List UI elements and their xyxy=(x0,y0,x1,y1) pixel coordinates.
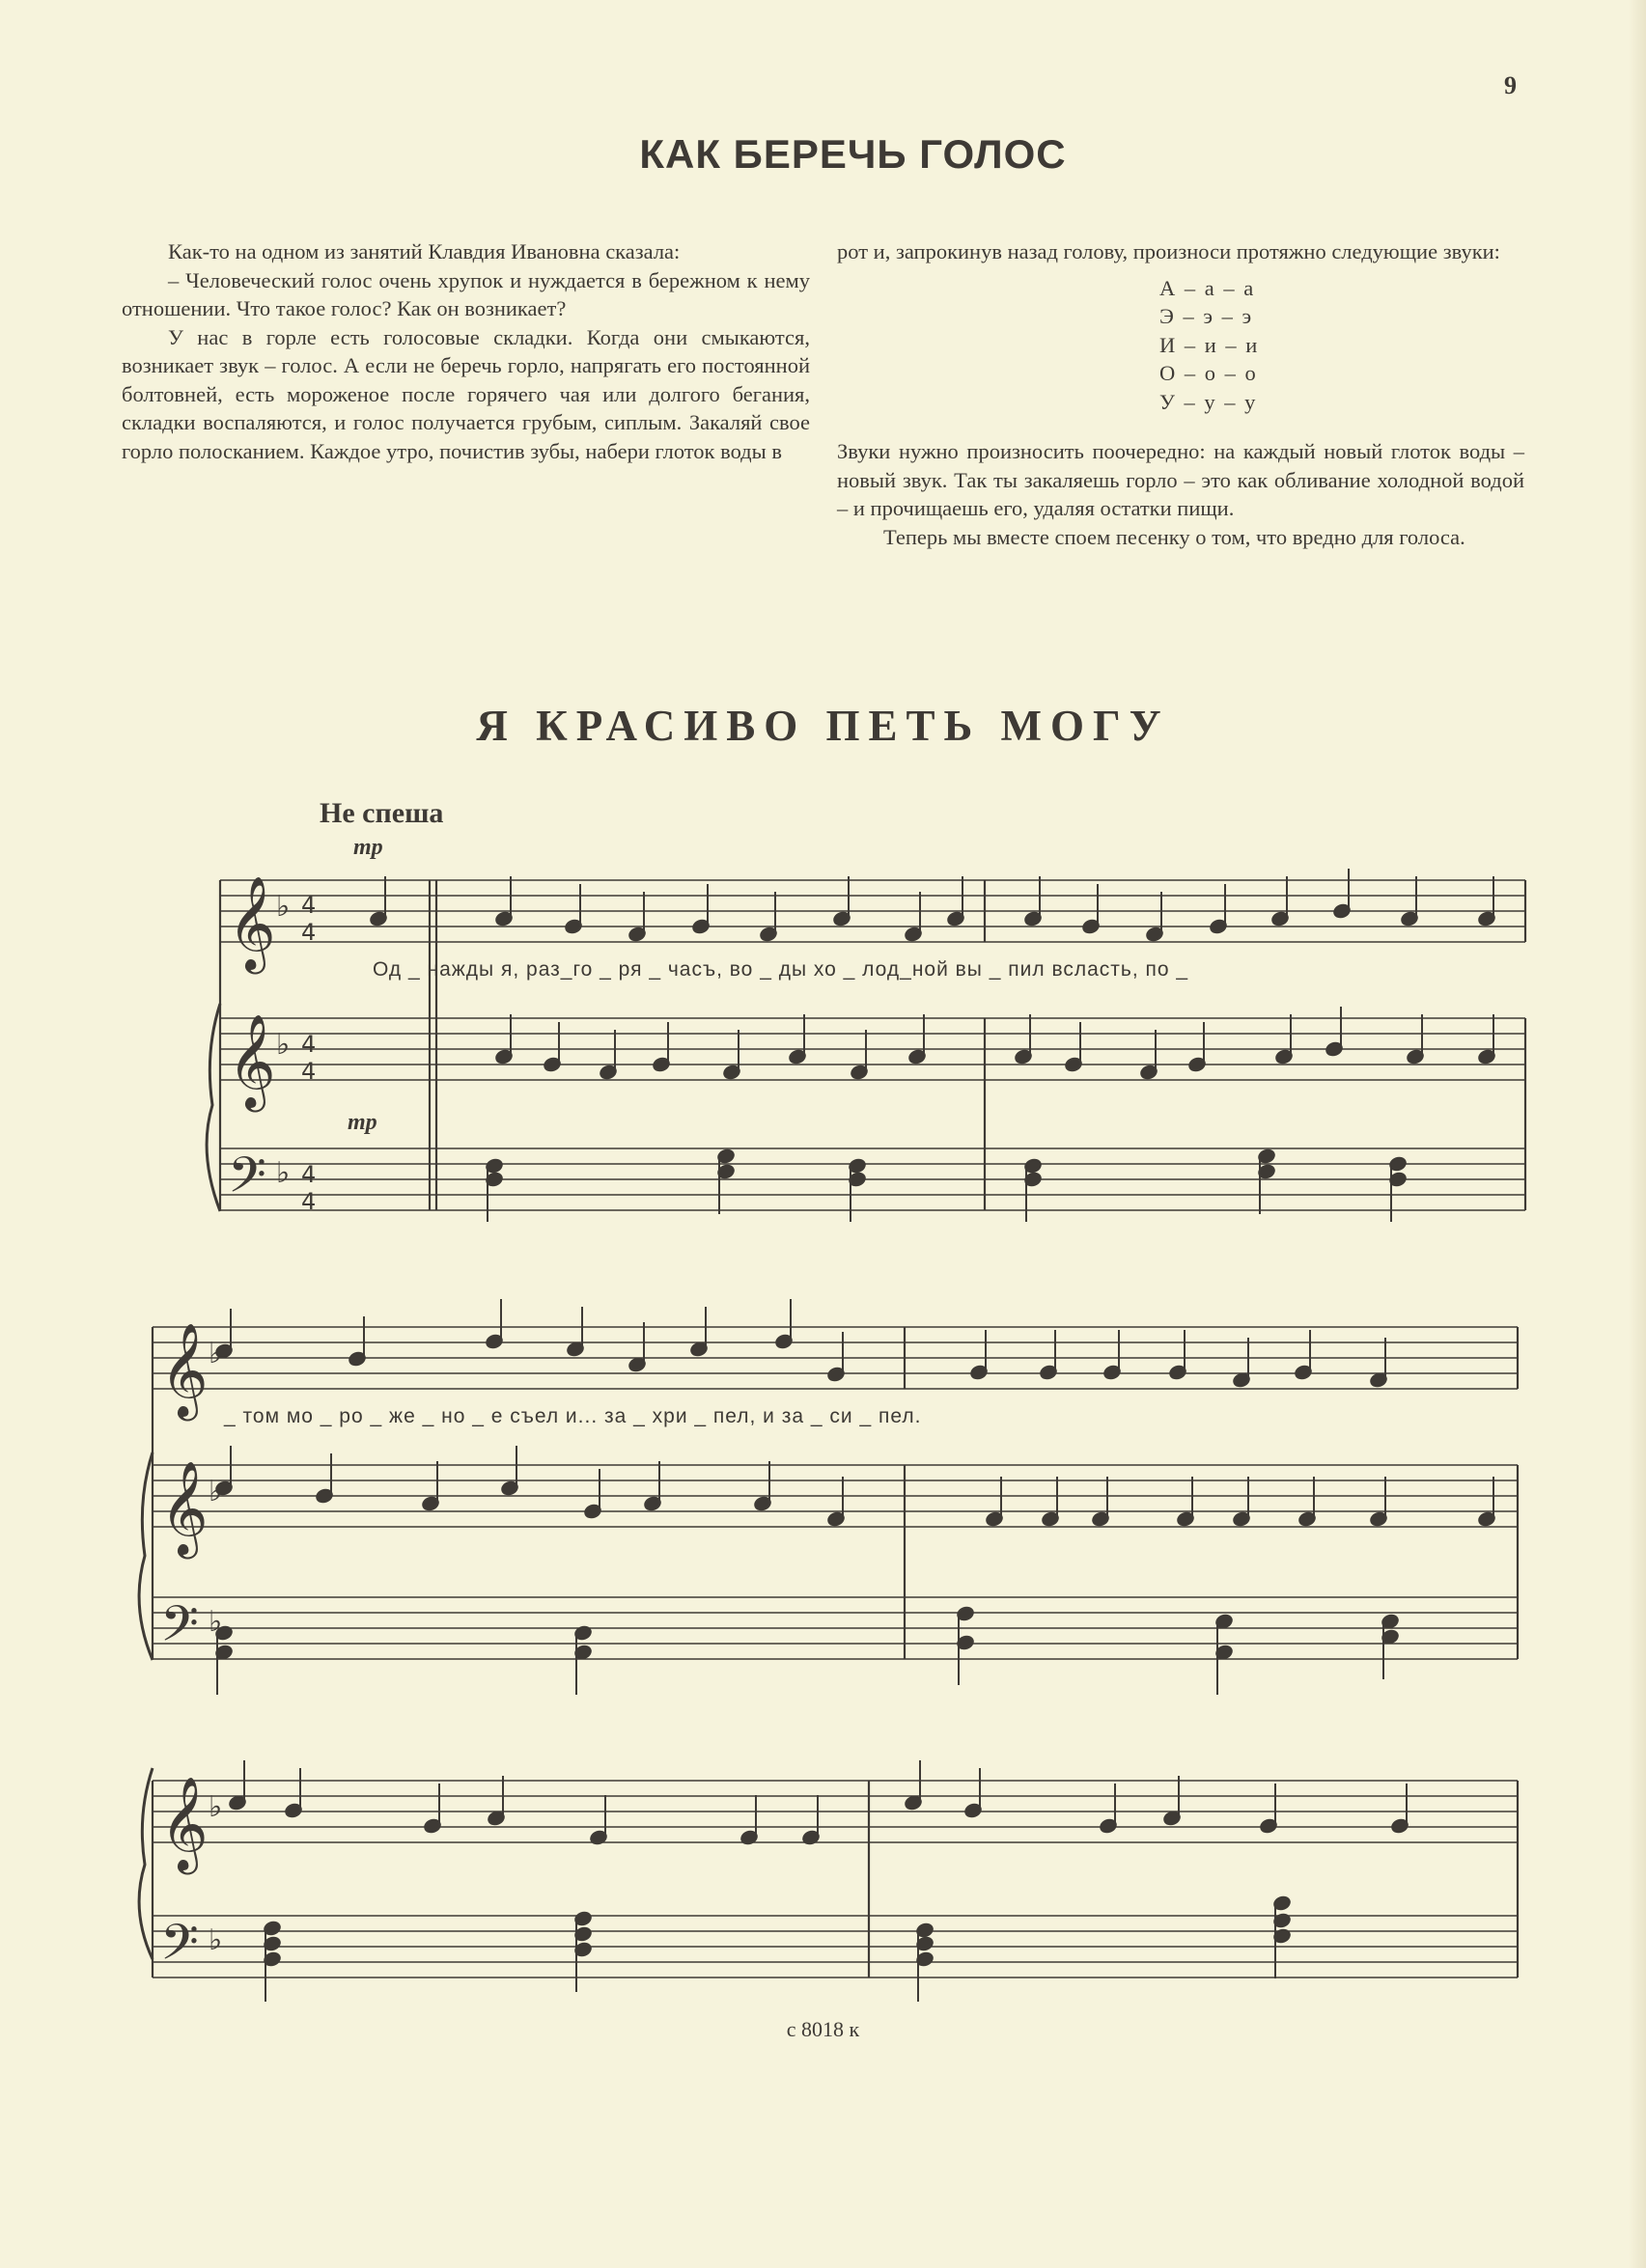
flat-key-signature-icon: ♭ xyxy=(276,890,291,924)
treble-clef-icon: 𝄞 xyxy=(228,875,276,970)
staff-lines-voice-1 xyxy=(220,880,1525,942)
flat-key-signature-icon: ♭ xyxy=(209,1337,223,1370)
dynamic-mp-piano: mp xyxy=(348,1110,377,1135)
flat-key-signature-icon: ♭ xyxy=(209,1790,223,1824)
brace xyxy=(139,1452,153,1660)
notes xyxy=(214,869,1495,2002)
time-signature-numerator: 4 xyxy=(301,1161,317,1188)
staff-lines-piano-bass-2 xyxy=(153,1597,1518,1659)
vowel-line: И – и – и xyxy=(1159,332,1260,357)
time-signature-denominator: 4 xyxy=(301,1188,317,1215)
bass-clef-icon: 𝄢 xyxy=(228,1146,266,1216)
vowel-line: О – о – о xyxy=(1159,361,1258,385)
paragraph: Звуки нужно произносить поочередно: на каждый новый глоток воды – новый звук. Так ты закаляешь горло – это как обливание холодной водой – и прочищаешь его, удаляя остатки пищи. xyxy=(837,439,1524,520)
vowel-line: Э – э – э xyxy=(1159,304,1254,328)
barlines xyxy=(153,880,1525,1978)
flat-key-signature-icon: ♭ xyxy=(276,1156,291,1190)
paragraph: Как-то на одном из занятий Клавдия Ивановна сказала: xyxy=(168,239,681,263)
treble-clef-icon: 𝄞 xyxy=(228,1013,276,1108)
brace xyxy=(207,1004,220,1211)
vowel-line: У – у – у xyxy=(1159,389,1258,414)
time-signature-numerator: 4 xyxy=(301,892,317,919)
brace xyxy=(139,1768,153,1959)
staff-lines-piano-bass-1 xyxy=(220,1148,1525,1210)
tempo-marking: Не спеша xyxy=(320,797,444,829)
bass-clef-icon: 𝄢 xyxy=(160,1594,199,1665)
time-signature-numerator: 4 xyxy=(301,1031,317,1058)
paragraph: – Человеческий голос очень хрупок и нуждается в бережном к нему отношении. Что такое голос? Как он возникает? xyxy=(122,267,810,320)
time-signature-denominator: 4 xyxy=(301,1058,317,1085)
flat-key-signature-icon: ♭ xyxy=(209,1475,223,1508)
article-title: КАК БЕРЕЧЬ ГОЛОС xyxy=(639,131,1067,177)
time-signature-denominator: 4 xyxy=(301,919,317,946)
flat-key-signature-icon: ♭ xyxy=(276,1028,291,1062)
vowel-line: А – а – а xyxy=(1159,275,1256,300)
song-title: Я КРАСИВО ПЕТЬ МОГУ xyxy=(476,702,1170,750)
treble-clef-icon: 𝄞 xyxy=(160,1460,209,1555)
paragraph: Теперь мы вместе споем песенку о том, что вредно для голоса. xyxy=(883,524,1465,549)
bass-clef-icon: 𝄢 xyxy=(160,1913,199,1983)
treble-clef-icon: 𝄞 xyxy=(160,1322,209,1417)
paragraph: рот и, запрокинув назад голову, произноси протяжно следующие звуки: xyxy=(837,239,1500,263)
dynamic-mp-voice: mp xyxy=(353,835,383,860)
flat-key-signature-icon: ♭ xyxy=(209,1605,223,1639)
catalog-code: с 8018 к xyxy=(786,2017,860,2041)
staff-lines-piano-treble-3 xyxy=(153,1781,1518,1842)
lyrics-line-2: _ том мо _ ро _ же _ но _ е съел и... за _ хри _ пел, и за _ си _ пел. xyxy=(224,1405,922,1427)
flat-key-signature-icon: ♭ xyxy=(209,1923,223,1957)
lyrics-line-1: Од _ нажды я, раз_го _ ря _ часъ, во _ ды хо _ лод_ной вы _ пил всласть, по _ xyxy=(373,958,1189,981)
treble-clef-icon: 𝄞 xyxy=(160,1776,209,1870)
staff-lines-piano-bass-3 xyxy=(153,1916,1518,1978)
paragraph: У нас в горле есть голосовые складки. Когда они смыкаются, возникает звук – голос. А если не беречь горло, напрягать его постоянной болтовней, есть мороженое после горячего чая или долгого бегания, складки воспаляются, и голос получается грубым, сиплым. Закаляй свое горло полосканием. Каждое утро, почистив зубы, набери глоток воды в xyxy=(122,324,810,463)
page-number: 9 xyxy=(1504,71,1517,99)
